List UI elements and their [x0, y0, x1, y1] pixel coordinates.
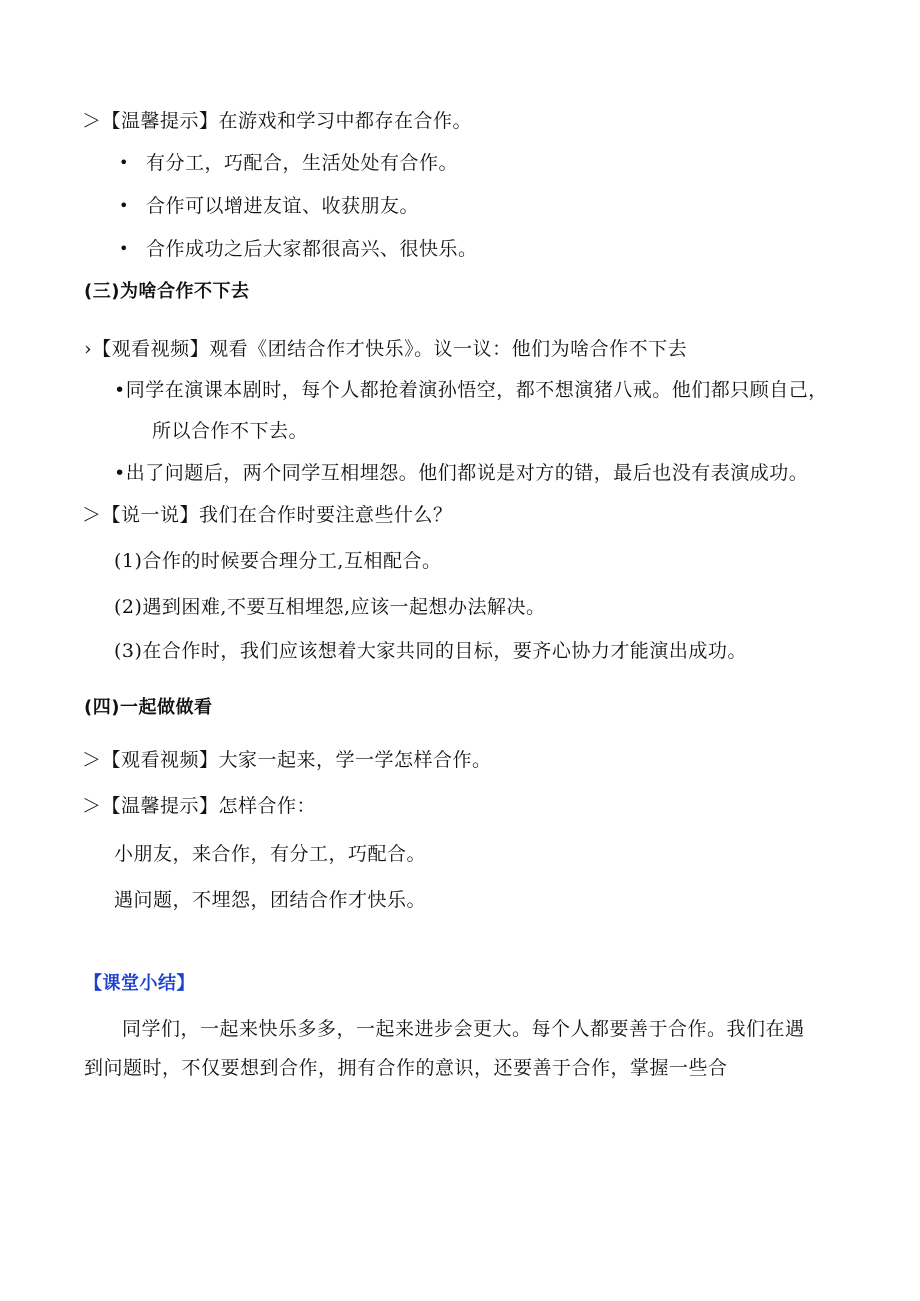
bullet-3: • — [119, 239, 129, 258]
video-line-1: ›【观看视频】观看《团结合作才快乐》。议一议：他们为啥合作不下去 — [84, 338, 688, 360]
tip-line-1: ＞【温馨提示】在游戏和学习中都存在合作。 — [82, 110, 473, 132]
summary-title: 【课堂小结】 — [84, 973, 195, 994]
summary-para-line-2: 到问题时，不仅要想到合作，拥有合作的意识，还要善于合作，掌握一些合 — [84, 1057, 728, 1079]
discussion-point-2: •出了问题后，两个同学互相埋怨。他们都说是对方的错，最后也没有表演成功。 — [114, 462, 809, 484]
rhyme-line-1: 小朋友，来合作，有分工，巧配合。 — [114, 843, 427, 865]
discussion-point-1-cont: 所以合作不下去。 — [152, 420, 309, 442]
say-point-3: (3)在合作时，我们应该想着大家共同的目标，要齐心协力才能演出成功。 — [114, 640, 747, 662]
summary-para-line-1: 同学们，一起来快乐多多，一起来进步会更大。每个人都要善于合作。我们在遇 — [122, 1018, 805, 1040]
bullet-1: • — [119, 153, 129, 172]
rhyme-line-2: 遇问题，不埋怨，团结合作才快乐。 — [114, 889, 427, 911]
tip-point-1: 有分工，巧配合，生活处处有合作。 — [146, 152, 459, 174]
tip-point-3: 合作成功之后大家都很高兴、很快乐。 — [146, 238, 478, 260]
section-heading-4: (四)一起做做看 — [84, 697, 213, 718]
tip-point-2: 合作可以增进友谊、收获朋友。 — [146, 195, 420, 217]
discussion-point-1: •同学在演课本剧时，每个人都抢着演孙悟空，都不想演猪八戒。他们都只顾自己， — [114, 379, 828, 401]
tip-line-2: ＞【温馨提示】怎样合作： — [82, 795, 317, 817]
say-line: ＞【说一说】我们在合作时要注意些什么？ — [82, 504, 453, 526]
section-heading-3: (三)为啥合作不下去 — [84, 281, 250, 302]
bullet-2: • — [119, 196, 129, 215]
say-point-1: (1)合作的时候要合理分工,互相配合。 — [114, 550, 442, 572]
say-point-2: (2)遇到困难,不要互相埋怨,应该一起想办法解决。 — [114, 596, 546, 618]
video-line-2: ＞【观看视频】大家一起来，学一学怎样合作。 — [82, 749, 492, 771]
